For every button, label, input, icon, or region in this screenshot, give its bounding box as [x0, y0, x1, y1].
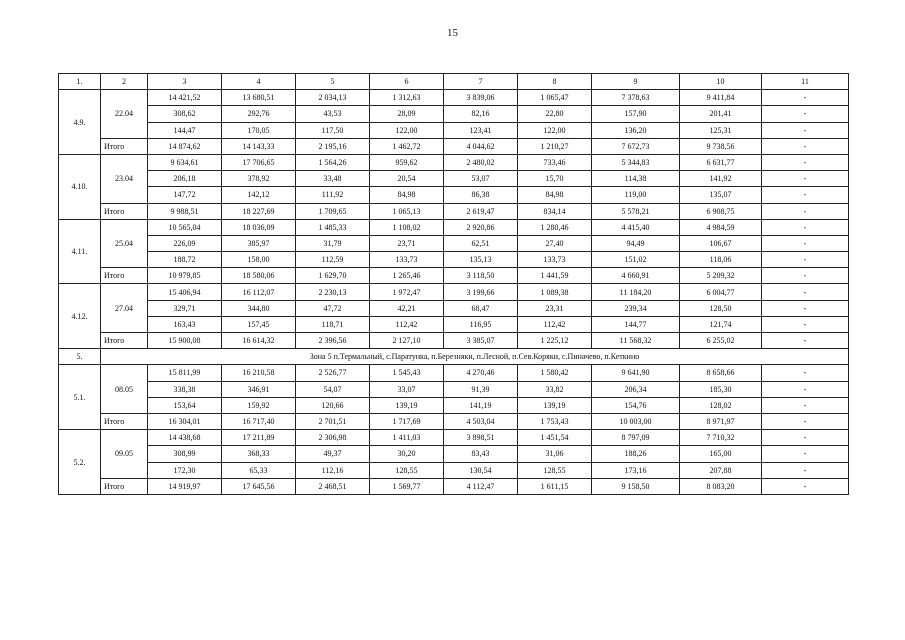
value-cell: 133,73: [370, 252, 444, 268]
value-cell: 144,47: [148, 122, 222, 138]
value-cell: 1 280,46: [518, 219, 592, 235]
total-cell: 16 614,32: [222, 333, 296, 349]
value-cell: 151,02: [592, 252, 680, 268]
value-cell: -: [762, 106, 849, 122]
value-cell: 83,43: [444, 446, 518, 462]
table-row: [59, 381, 849, 397]
total-cell: 1 753,43: [518, 413, 592, 429]
total-cell: 1 210,27: [518, 138, 592, 154]
column-header: 11: [762, 74, 849, 90]
value-cell: 378,92: [222, 171, 296, 187]
total-cell: 2 468,51: [296, 478, 370, 494]
value-cell: 120,66: [296, 397, 370, 413]
value-cell: 114,38: [592, 171, 680, 187]
value-cell: -: [762, 462, 849, 478]
total-cell: 4 503,04: [444, 413, 518, 429]
value-cell: 112,59: [296, 252, 370, 268]
column-header: 7: [444, 74, 518, 90]
value-cell: 733,46: [518, 154, 592, 170]
total-cell: 9 988,51: [148, 203, 222, 219]
column-header: 8: [518, 74, 592, 90]
value-cell: 49,37: [296, 446, 370, 462]
total-cell: 14 874,62: [148, 138, 222, 154]
total-label: Итого: [101, 333, 148, 349]
value-cell: 112,42: [370, 316, 444, 332]
total-cell: 1 629,70: [296, 268, 370, 284]
total-cell: 14 919,97: [148, 478, 222, 494]
total-cell: 1 611,15: [518, 478, 592, 494]
table-row: [59, 122, 849, 138]
table-row: [59, 187, 849, 203]
table-row: [59, 300, 849, 316]
table-row: [59, 397, 849, 413]
value-cell: 158,00: [222, 252, 296, 268]
item-number: 4.11.: [59, 219, 101, 284]
value-cell: 344,80: [222, 300, 296, 316]
value-cell: -: [762, 187, 849, 203]
value-cell: 54,07: [296, 381, 370, 397]
value-cell: 13 680,51: [222, 90, 296, 106]
value-cell: 7 710,32: [680, 430, 762, 446]
value-cell: 128,55: [518, 462, 592, 478]
date-cell: 22.04: [101, 90, 148, 139]
total-cell: 9 738,56: [680, 138, 762, 154]
value-cell: 30,20: [370, 446, 444, 462]
value-cell: 5 344,83: [592, 154, 680, 170]
value-cell: 23,31: [518, 300, 592, 316]
total-cell: 8 083,20: [680, 478, 762, 494]
total-cell: 18 580,06: [222, 268, 296, 284]
item-number: 5.1.: [59, 365, 101, 430]
value-cell: 33,82: [518, 381, 592, 397]
total-label: Итого: [101, 203, 148, 219]
value-cell: 16 112,07: [222, 284, 296, 300]
total-cell: 14 143,33: [222, 138, 296, 154]
total-cell: 6 255,02: [680, 333, 762, 349]
value-cell: 2 034,13: [296, 90, 370, 106]
table-row: [59, 446, 849, 462]
value-cell: 123,41: [444, 122, 518, 138]
value-cell: 128,02: [680, 397, 762, 413]
value-cell: 112,16: [296, 462, 370, 478]
value-cell: 11 184,20: [592, 284, 680, 300]
total-cell: 2 701,51: [296, 413, 370, 429]
table-row: [59, 90, 849, 106]
value-cell: 28,09: [370, 106, 444, 122]
value-cell: 1 312,63: [370, 90, 444, 106]
date-cell: 25.04: [101, 219, 148, 268]
column-header: 3: [148, 74, 222, 90]
value-cell: 136,20: [592, 122, 680, 138]
zone-number: 5.: [59, 349, 101, 365]
value-cell: 139,19: [518, 397, 592, 413]
value-cell: 121,74: [680, 316, 762, 332]
value-cell: -: [762, 235, 849, 251]
value-cell: 170,05: [222, 122, 296, 138]
value-cell: 122,00: [370, 122, 444, 138]
total-cell: 18 227,69: [222, 203, 296, 219]
value-cell: 368,33: [222, 446, 296, 462]
value-cell: 144,77: [592, 316, 680, 332]
value-cell: 86,38: [444, 187, 518, 203]
value-cell: 1 108,02: [370, 219, 444, 235]
total-cell: 3 118,50: [444, 268, 518, 284]
total-label: Итого: [101, 478, 148, 494]
value-cell: 14 438,68: [148, 430, 222, 446]
total-cell: -: [762, 333, 849, 349]
column-header: 10: [680, 74, 762, 90]
value-cell: 201,41: [680, 106, 762, 122]
value-cell: 4 984,59: [680, 219, 762, 235]
value-cell: 43,53: [296, 106, 370, 122]
value-cell: 15,70: [518, 171, 592, 187]
total-cell: 1 709,65: [296, 203, 370, 219]
value-cell: 338,38: [148, 381, 222, 397]
value-cell: 133,73: [518, 252, 592, 268]
value-cell: 118,71: [296, 316, 370, 332]
value-cell: 173,16: [592, 462, 680, 478]
value-cell: 15 406,94: [148, 284, 222, 300]
value-cell: 65,33: [222, 462, 296, 478]
value-cell: 142,12: [222, 187, 296, 203]
value-cell: 31,79: [296, 235, 370, 251]
value-cell: 4 270,46: [444, 365, 518, 381]
value-cell: 7 378,63: [592, 90, 680, 106]
value-cell: 128,55: [370, 462, 444, 478]
value-cell: 106,67: [680, 235, 762, 251]
total-cell: -: [762, 203, 849, 219]
value-cell: 2 230,13: [296, 284, 370, 300]
table-row: [59, 154, 849, 170]
value-cell: 94,49: [592, 235, 680, 251]
total-cell: 15 900,08: [148, 333, 222, 349]
total-cell: 10 979,85: [148, 268, 222, 284]
value-cell: 1 580,42: [518, 365, 592, 381]
value-cell: 2 480,02: [444, 154, 518, 170]
value-cell: 111,92: [296, 187, 370, 203]
table-body: [59, 74, 849, 495]
value-cell: -: [762, 430, 849, 446]
table-row: [59, 284, 849, 300]
value-cell: 1 564,26: [296, 154, 370, 170]
value-cell: 1 485,33: [296, 219, 370, 235]
value-cell: 33,07: [370, 381, 444, 397]
total-cell: 1 569,77: [370, 478, 444, 494]
total-cell: 1 225,12: [518, 333, 592, 349]
total-cell: 4 044,62: [444, 138, 518, 154]
total-cell: 1 717,69: [370, 413, 444, 429]
value-cell: 9 411,84: [680, 90, 762, 106]
total-cell: 4 112,47: [444, 478, 518, 494]
table-row: [59, 235, 849, 251]
table-row: [59, 430, 849, 446]
value-cell: 3 898,51: [444, 430, 518, 446]
total-cell: -: [762, 138, 849, 154]
table-row: [59, 462, 849, 478]
value-cell: 82,16: [444, 106, 518, 122]
value-cell: 2 306,98: [296, 430, 370, 446]
value-cell: 1 065,47: [518, 90, 592, 106]
value-cell: 119,00: [592, 187, 680, 203]
total-label: Итого: [101, 413, 148, 429]
value-cell: 42,21: [370, 300, 444, 316]
value-cell: -: [762, 284, 849, 300]
value-cell: -: [762, 316, 849, 332]
value-cell: 188,72: [148, 252, 222, 268]
total-cell: -: [762, 268, 849, 284]
value-cell: 135,13: [444, 252, 518, 268]
data-table: [58, 73, 849, 495]
value-cell: 172,30: [148, 462, 222, 478]
date-cell: 27.04: [101, 284, 148, 333]
total-cell: 1 441,59: [518, 268, 592, 284]
table-row: [59, 171, 849, 187]
value-cell: 6 631,77: [680, 154, 762, 170]
value-cell: 3 839,06: [444, 90, 518, 106]
item-number: 4.12.: [59, 284, 101, 349]
value-cell: -: [762, 122, 849, 138]
value-cell: 9 634,61: [148, 154, 222, 170]
column-header: 4: [222, 74, 296, 90]
total-row: [59, 138, 849, 154]
value-cell: 959,62: [370, 154, 444, 170]
value-cell: 118,06: [680, 252, 762, 268]
value-cell: 31,06: [518, 446, 592, 462]
value-cell: 20,54: [370, 171, 444, 187]
total-cell: 2 396,56: [296, 333, 370, 349]
value-cell: 1 089,38: [518, 284, 592, 300]
value-cell: 17 706,65: [222, 154, 296, 170]
value-cell: -: [762, 154, 849, 170]
value-cell: 4 415,40: [592, 219, 680, 235]
header-row: [59, 74, 849, 90]
value-cell: 2 920,86: [444, 219, 518, 235]
total-row: [59, 268, 849, 284]
value-cell: 157,45: [222, 316, 296, 332]
value-cell: -: [762, 365, 849, 381]
value-cell: 139,19: [370, 397, 444, 413]
value-cell: 346,91: [222, 381, 296, 397]
total-cell: 7 672,73: [592, 138, 680, 154]
total-cell: 2 195,16: [296, 138, 370, 154]
column-header: 9: [592, 74, 680, 90]
value-cell: 10 565,04: [148, 219, 222, 235]
total-cell: 834,14: [518, 203, 592, 219]
table-row: [59, 316, 849, 332]
value-cell: 239,34: [592, 300, 680, 316]
value-cell: 206,18: [148, 171, 222, 187]
value-cell: 23,71: [370, 235, 444, 251]
total-row: [59, 478, 849, 494]
value-cell: -: [762, 90, 849, 106]
value-cell: 122,00: [518, 122, 592, 138]
total-cell: 9 158,50: [592, 478, 680, 494]
value-cell: 128,50: [680, 300, 762, 316]
value-cell: 14 421,52: [148, 90, 222, 106]
total-cell: 2 127,10: [370, 333, 444, 349]
value-cell: 6 004,77: [680, 284, 762, 300]
value-cell: 141,19: [444, 397, 518, 413]
item-number: 5.2.: [59, 430, 101, 495]
total-label: Итого: [101, 268, 148, 284]
value-cell: 91,39: [444, 381, 518, 397]
value-cell: 47,72: [296, 300, 370, 316]
value-cell: 16 210,58: [222, 365, 296, 381]
value-cell: 116,95: [444, 316, 518, 332]
item-number: 4.10.: [59, 154, 101, 219]
total-cell: 3 385,07: [444, 333, 518, 349]
date-cell: 08.05: [101, 365, 148, 414]
value-cell: 112,42: [518, 316, 592, 332]
value-cell: 2 526,77: [296, 365, 370, 381]
value-cell: 147,72: [148, 187, 222, 203]
total-label: Итого: [101, 138, 148, 154]
value-cell: 117,50: [296, 122, 370, 138]
value-cell: 226,09: [148, 235, 222, 251]
zone-row: [59, 349, 849, 365]
value-cell: 1 411,03: [370, 430, 444, 446]
value-cell: 1 545,43: [370, 365, 444, 381]
zone-title: Зона 5 п.Термальный, с.Паратунка, п.Березняки, п.Лесной, п.Сев.Коряки, с.Пиначево, п.Кеткино: [101, 349, 849, 365]
value-cell: 385,97: [222, 235, 296, 251]
total-cell: 1 462,72: [370, 138, 444, 154]
value-cell: 9 641,90: [592, 365, 680, 381]
page-number: 15: [447, 27, 458, 39]
value-cell: 130,54: [444, 462, 518, 478]
value-cell: 165,00: [680, 446, 762, 462]
total-cell: 2 619,47: [444, 203, 518, 219]
total-row: [59, 333, 849, 349]
table-row: [59, 365, 849, 381]
value-cell: 68,47: [444, 300, 518, 316]
value-cell: 62,51: [444, 235, 518, 251]
total-row: [59, 413, 849, 429]
value-cell: -: [762, 446, 849, 462]
total-cell: 4 660,91: [592, 268, 680, 284]
value-cell: 308,62: [148, 106, 222, 122]
total-cell: 16 717,40: [222, 413, 296, 429]
value-cell: 207,88: [680, 462, 762, 478]
value-cell: 18 036,09: [222, 219, 296, 235]
column-header: 2: [101, 74, 148, 90]
value-cell: 22,80: [518, 106, 592, 122]
value-cell: -: [762, 252, 849, 268]
value-cell: 1 972,47: [370, 284, 444, 300]
value-cell: 84,98: [370, 187, 444, 203]
column-header: 1.: [59, 74, 101, 90]
total-cell: 16 304,01: [148, 413, 222, 429]
total-cell: -: [762, 413, 849, 429]
value-cell: 8 797,09: [592, 430, 680, 446]
value-cell: 33,48: [296, 171, 370, 187]
total-cell: 10 003,00: [592, 413, 680, 429]
total-cell: 17 645,56: [222, 478, 296, 494]
value-cell: 8 658,66: [680, 365, 762, 381]
table-row: [59, 106, 849, 122]
value-cell: 3 199,66: [444, 284, 518, 300]
value-cell: 157,90: [592, 106, 680, 122]
value-cell: 329,71: [148, 300, 222, 316]
total-cell: 11 568,32: [592, 333, 680, 349]
value-cell: 292,76: [222, 106, 296, 122]
value-cell: 153,64: [148, 397, 222, 413]
value-cell: 206,34: [592, 381, 680, 397]
table-row: [59, 252, 849, 268]
total-cell: 5 578,21: [592, 203, 680, 219]
value-cell: 163,43: [148, 316, 222, 332]
value-cell: -: [762, 300, 849, 316]
value-cell: 159,92: [222, 397, 296, 413]
value-cell: 84,98: [518, 187, 592, 203]
total-cell: -: [762, 478, 849, 494]
value-cell: 185,30: [680, 381, 762, 397]
value-cell: 135,07: [680, 187, 762, 203]
value-cell: 154,76: [592, 397, 680, 413]
item-number: 4.9.: [59, 90, 101, 155]
total-row: [59, 203, 849, 219]
total-cell: 6 908,75: [680, 203, 762, 219]
total-cell: 5 209,32: [680, 268, 762, 284]
value-cell: -: [762, 397, 849, 413]
value-cell: 27,40: [518, 235, 592, 251]
total-cell: 1 265,46: [370, 268, 444, 284]
date-cell: 09.05: [101, 430, 148, 479]
value-cell: 15 811,99: [148, 365, 222, 381]
value-cell: 125,31: [680, 122, 762, 138]
date-cell: 23.04: [101, 154, 148, 203]
table-row: [59, 219, 849, 235]
value-cell: 308,99: [148, 446, 222, 462]
value-cell: -: [762, 171, 849, 187]
total-cell: 8 971,97: [680, 413, 762, 429]
value-cell: 141,92: [680, 171, 762, 187]
column-header: 6: [370, 74, 444, 90]
value-cell: 1 451,54: [518, 430, 592, 446]
value-cell: -: [762, 381, 849, 397]
value-cell: 188,26: [592, 446, 680, 462]
value-cell: 53,07: [444, 171, 518, 187]
total-cell: 1 065,13: [370, 203, 444, 219]
value-cell: -: [762, 219, 849, 235]
column-header: 5: [296, 74, 370, 90]
value-cell: 17 211,89: [222, 430, 296, 446]
